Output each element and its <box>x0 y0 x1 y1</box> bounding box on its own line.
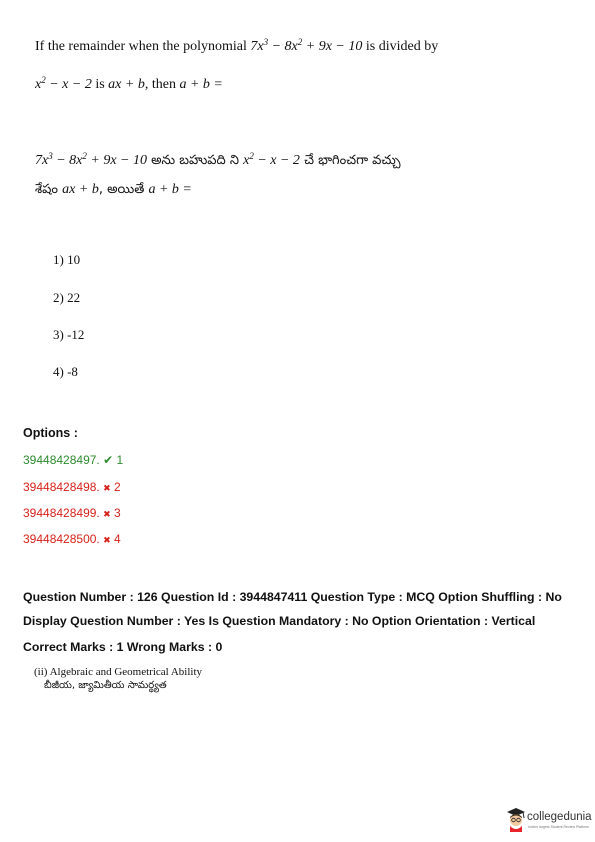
option-id: 39448428498. <box>23 480 100 494</box>
divisor-polynomial: $x^2 - x - 2$ <box>35 75 92 92</box>
cross-icon: ✖ <box>103 509 111 519</box>
option-id: 39448428497. <box>23 453 100 467</box>
cross-icon: ✖ <box>103 483 111 493</box>
options-heading: Options : <box>23 426 78 440</box>
question-telugu-line2: శేషం ax + b, అయితే a + b = <box>35 182 192 197</box>
check-icon: ✔ <box>103 453 114 467</box>
dividend-polynomial: $7x^3 - 8x^2 + 9x - 10$ <box>250 37 363 54</box>
option-row <box>23 506 121 520</box>
option-row <box>23 480 121 494</box>
question-meta-line3: Correct Marks : 1 Wrong Marks : 0 <box>23 640 223 654</box>
option-id: 39448428500. <box>23 532 100 546</box>
choice-4: 4) -8 <box>53 364 78 379</box>
collegedunia-logo <box>505 806 590 832</box>
option-label: 4 <box>113 532 121 546</box>
cross-icon: ✖ <box>103 535 111 545</box>
question-english-line1: If the remainder when the polynomial $7x^3 - 8x^2 + 9x - 10$ is divided by <box>35 37 439 54</box>
option-label: 1 <box>116 453 124 467</box>
mascot-icon <box>505 806 527 832</box>
section-title-english: (ii) Algebraic and Geometrical Ability <box>34 666 203 678</box>
remainder-form: ax + b <box>108 77 145 92</box>
question-telugu-line1: $7x^3 - 8x^2 + 9x - 10$ అను బహుపది ని $x^2 - x - 2$ చే భాగించగా వచ్చు <box>35 151 401 168</box>
option-label: 3 <box>113 506 121 520</box>
question-meta-line1: Question Number : 126 Question Id : 3944847411 Question Type : MCQ Option Shuffling : No <box>23 590 562 604</box>
section-title-telugu: బీజీయ, జ్యామితీయ సామర్థ్యత <box>44 680 167 691</box>
choice-1: 1) 10 <box>53 252 81 267</box>
logo-tagline: India's largest Student Review Platform <box>528 825 589 829</box>
choice-2: 2) 22 <box>53 290 81 305</box>
question-meta-line2: Display Question Number : Yes Is Question Mandatory : No Option Orientation : Vertical <box>23 614 536 628</box>
choice-3: 3) -12 <box>53 327 85 342</box>
option-row <box>23 532 121 546</box>
option-row <box>23 453 123 467</box>
logo-name: collegedunia <box>527 811 592 823</box>
option-label: 2 <box>113 480 121 494</box>
question-english-line2: $x^2 - x - 2$ is ax + b, then a + b = <box>35 75 223 92</box>
option-id: 39448428499. <box>23 506 100 520</box>
target-expression: a + b = <box>179 77 223 92</box>
